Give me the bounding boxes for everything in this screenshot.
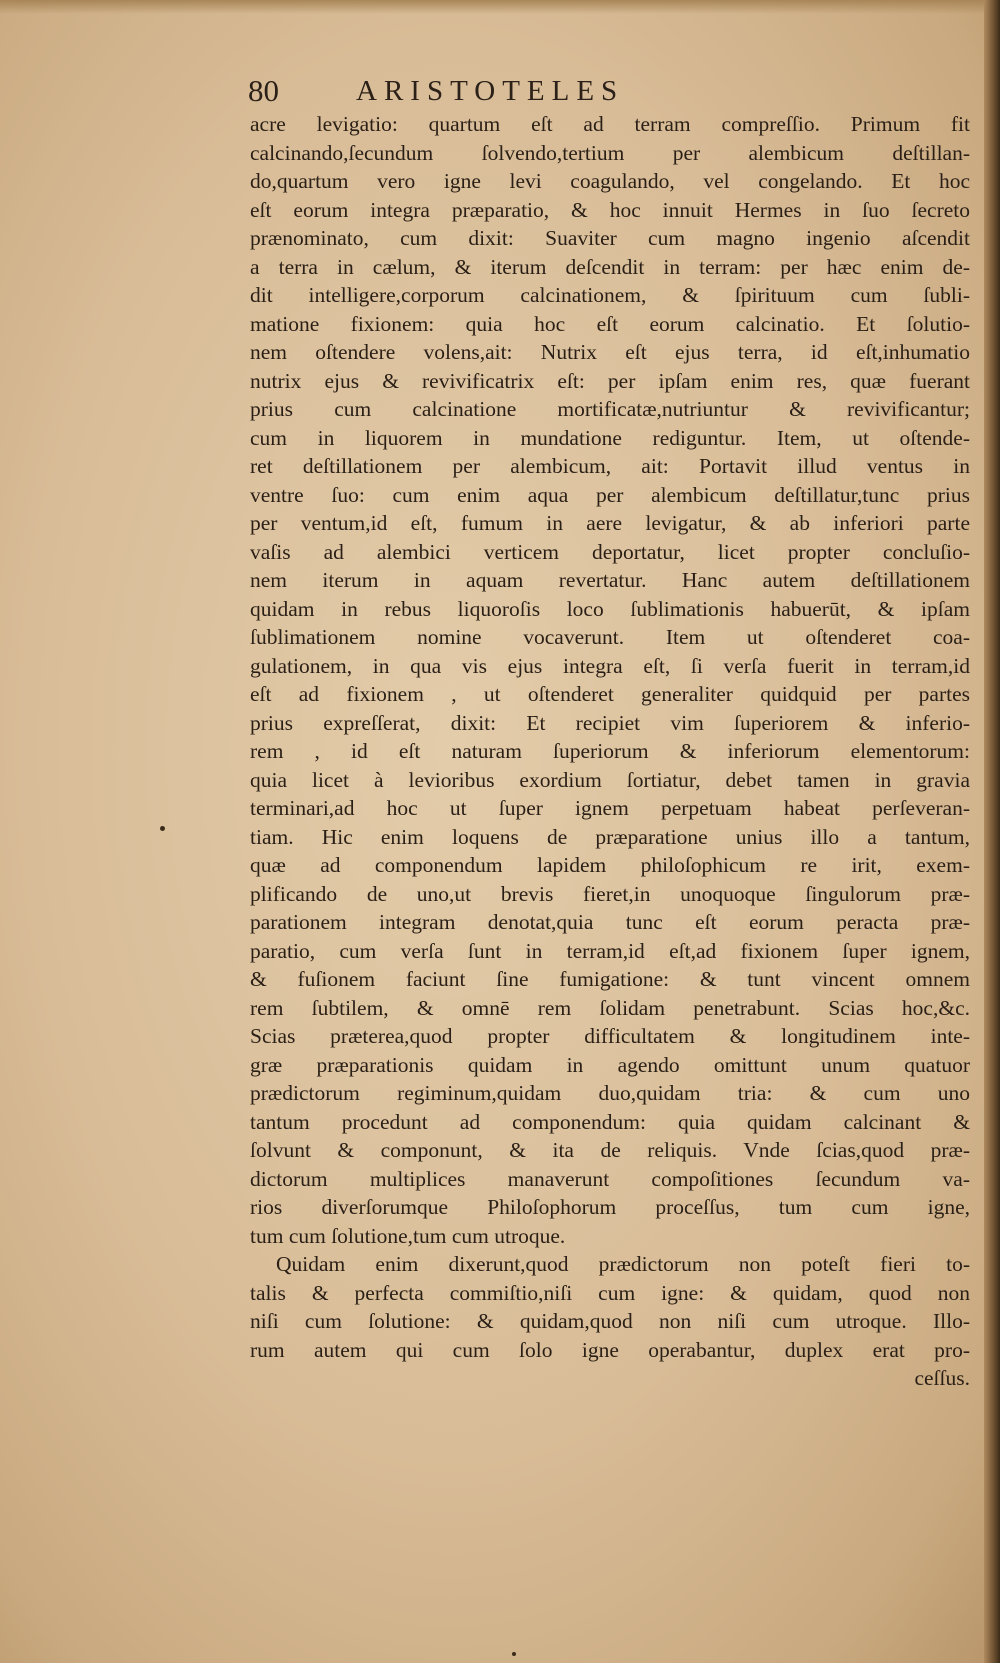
ink-spot [160,826,165,831]
text-line: terminari,ad hoc ut ſuper ignem perpetuam habeat perſeveran- [250,796,970,820]
text-line: ſublimationem nomine vocaverunt. Item ut oſtenderet coa- [250,625,970,649]
text-line: quæ ad componendum lapidem philoſophicum re irit, exem- [250,853,970,877]
text-line: prædictorum regiminum,quidam duo,quidam tria: & cum uno [250,1081,970,1105]
text-line: nutrix ejus & revivificatrix eſt: per ipſam enim res, quæ fuerant [250,368,970,393]
page-number: 80 [248,73,279,108]
text-line: quidam in rebus liquoroſis loco ſublimationis habuerūt, & ipſam [250,596,970,621]
text-line: dit intelligere,corporum calcinationem, & ſpirituum cum ſubli- [250,283,970,307]
text-line: tantum procedunt ad componendum: quia quidam calcinant & [250,1109,970,1134]
text-line: calcinando,ſecundum ſolvendo,tertium per alembicum deſtillan- [250,140,970,165]
text-line-paragraph-end: tum cum ſolutione,tum cum utroque. [250,1223,566,1248]
page-top-shadow [0,0,1000,14]
text-line: cum in liquorem in mundatione rediguntur. Item, ut oſtende- [250,425,970,450]
running-title: ARISTOTELES [356,75,625,107]
text-line: nem iterum in aquam revertatur. Hanc autem deſtillationem [250,568,970,592]
text-line: a terra in cælum, & iterum deſcendit in terram: per hæc enim de- [250,254,970,279]
text-line: parationem integram denotat,quia tunc eſt eorum peracta præ- [250,910,970,934]
text-line: per ventum,id eſt, fumum in aere levigatur, & ab inferiori parte [250,511,970,535]
text-line: eſt ad fixionem , ut oſtenderet generaliter quidquid per partes [250,682,970,706]
text-line: ventre ſuo: cum enim aqua per alembicum deſtillatur,tunc prius [250,482,970,507]
text-line: gulationem, in qua vis ejus integra eſt, ſi verſa fuerit in terram,id [250,653,970,678]
text-line: paratio, cum verſa ſunt in terram,id eſt,ad fixionem ſuper ignem, [250,938,970,963]
text-line: rum autem qui cum ſolo igne operabantur, duplex erat pro- [250,1337,970,1362]
text-line: plificando de uno,ut brevis fieret,in unoquoque ſingulorum præ- [250,881,970,906]
text-line: dictorum multiplices manaverunt compoſitiones ſecundum va- [250,1166,970,1191]
text-line-paragraph-start: Quidam enim dixerunt,quod prædictorum non poteſt fieri to- [276,1252,970,1276]
text-line: do,quartum vero igne levi coagulando, vel congelando. Et hoc [250,169,970,193]
text-line: tiam. Hic enim loquens de præparatione unius illo a tantum, [250,824,970,849]
text-line: & fuſionem faciunt ſine fumigatione: & tunt vincent omnem [250,967,970,991]
text-line: ſolvunt & componunt, & ita de reliquis. Vnde ſcias,quod præ- [250,1138,970,1162]
text-line: ret deſtillationem per alembicum, ait: Portavit illud ventus in [250,454,970,478]
catchword: ceſſus. [914,1366,970,1390]
text-line: rem , id eſt naturam ſuperiorum & inferiorum elementorum: [250,739,970,763]
text-line: rios diverſorumque Philoſophorum proceſſus, tum cum igne, [250,1195,970,1219]
running-head [248,74,748,108]
text-line: niſi cum ſolutione: & quidam,quod non niſi cum utroque. Illo- [250,1309,970,1333]
text-line: græ præparationis quidam in agendo omittunt unum quatuor [250,1052,970,1077]
text-line: vaſis ad alembici verticem deportatur, licet propter concluſio- [250,539,970,564]
text-line: acre levigatio: quartum eſt ad terram compreſſio. Primum fit [250,112,970,136]
text-line: matione fixionem: quia hoc eſt eorum calcinatio. Et ſolutio- [250,311,970,336]
text-line: prius expreſſerat, dixit: Et recipiet vim ſuperiorem & inferio- [250,710,970,735]
text-line: Scias præterea,quod propter difficultatem & longitudinem inte- [250,1024,970,1048]
text-line: talis & perfecta commiſtio,niſi cum igne: & quidam, quod non [250,1280,970,1305]
text-line: rem ſubtilem, & omnē rem ſolidam penetrabunt. Scias hoc,&c. [250,995,970,1020]
text-line: prius cum calcinatione mortificatæ,nutriuntur & revivificantur; [250,397,970,421]
text-line: nem oſtendere volens,ait: Nutrix eſt ejus terra, id eſt,inhumatio [250,340,970,364]
text-line: prænominato, cum dixit: Suaviter cum magno ingenio aſcendit [250,226,970,250]
body-text [250,110,970,1393]
text-line: quia licet à levioribus exordium ſortiatur, debet tamen in gravia [250,767,970,792]
text-line: eſt eorum integra præparatio, & hoc innuit Hermes in ſuo ſecreto [250,197,970,222]
ink-spot [512,1652,516,1656]
page-binding-edge [984,0,1000,1663]
